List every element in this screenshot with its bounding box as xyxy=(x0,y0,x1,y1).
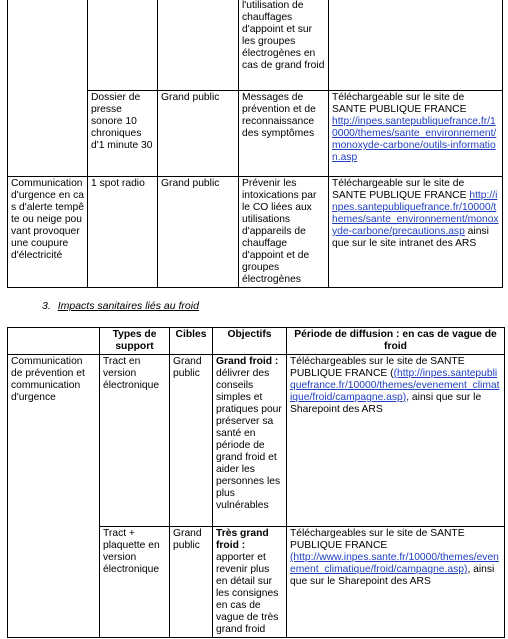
diffusion-suffix: ainsi que sur le site intranet des ARS xyxy=(332,226,489,249)
sante-publique-link[interactable]: (http://inpes.santepubliquefrance.fr/10000/themes/evenement_climatique/froid/campagne.asp) xyxy=(290,368,500,403)
table-cell-objective: l'utilisation de chauffages d'appoint et sur les groupes électrogènes en cas de grand froid xyxy=(239,0,329,91)
diffusion-suffix: , ainsi que sur le Sharepoint des ARS xyxy=(290,564,495,587)
column-header: Types de support xyxy=(100,328,170,355)
section-heading xyxy=(42,300,199,313)
table-cell-target: Grand public xyxy=(158,177,239,288)
table-cell-diffusion xyxy=(287,527,505,638)
table-cell-diffusion xyxy=(329,0,503,91)
table-cell-support: Tract en version électronique xyxy=(100,355,170,527)
table-header-row xyxy=(8,328,505,355)
table-cell-target xyxy=(158,0,239,91)
objective-label: Grand froid : xyxy=(216,356,279,367)
table-cell-target: Grand public xyxy=(158,91,239,177)
communication-table-cold xyxy=(7,327,505,638)
table-cell-diffusion xyxy=(329,91,503,177)
table-cell-support: 1 spot radio xyxy=(88,177,158,288)
table-cell-action: Communication d'urgence en cas d'alerte tempête ou neige pouvant provoquer une coupure d'électricité xyxy=(8,177,88,288)
table-cell-support: Dossier de presse sonore 10 chroniques d'1 minute 30 xyxy=(88,91,158,177)
diffusion-text: Téléchargeables sur le site de SANTE PUBLIQUE FRANCE xyxy=(290,528,465,551)
column-header xyxy=(8,328,100,355)
table-cell-support xyxy=(88,0,158,91)
diffusion-suffix: , ainsi que sur le Sharepoint des ARS xyxy=(290,392,482,415)
table-cell-diffusion xyxy=(329,177,503,288)
table-row xyxy=(8,0,503,91)
table-cell-objective xyxy=(213,355,287,527)
table-cell-objective: Prévenir les intoxications par le CO liées aux utilisations d'appareils de chauffage d'appoint et de groupes électrogènes xyxy=(239,177,329,288)
table-cell-diffusion xyxy=(287,355,505,527)
communication-table-co xyxy=(7,0,503,288)
table-cell-target: Grand public xyxy=(170,527,213,638)
diffusion-text: Téléchargeable sur le site de SANTE PUBLIQUE FRANCE xyxy=(332,92,467,115)
table-cell-action: Communication de prévention et communication d'urgence xyxy=(8,355,100,638)
table-row xyxy=(8,177,503,288)
table-cell-support: Tract + plaquette en version électronique xyxy=(100,527,170,638)
table-cell-objective: Messages de prévention et de reconnaissance des symptômes xyxy=(239,91,329,177)
sante-publique-link[interactable]: http://inpes.santepubliquefrance.fr/10000/themes/sante_environnement/monoxyde-carbone/outils-information.asp xyxy=(332,116,497,163)
column-header: Objectifs xyxy=(213,328,287,355)
table-cell-target: Grand public xyxy=(170,355,213,527)
section-title: Impacts sanitaires liés au froid xyxy=(57,300,199,312)
objective-label: Très grand froid : xyxy=(216,528,269,551)
table-cell-action xyxy=(8,0,88,177)
objective-text: délivrer des conseils simples et pratiques pour préserver sa santé en période de grand froid et aider les personnes les plus vulnérables xyxy=(216,368,282,511)
sante-publique-link[interactable]: http://inpes.santepubliquefrance.fr/10000/themes/sante_environnement/monoxyde-carbone/precautions.asp xyxy=(332,190,499,237)
diffusion-text: Téléchargeables sur le site de SANTE PUBLIQUE FRANCE ( xyxy=(290,356,465,379)
table-row xyxy=(8,355,505,527)
column-header: Période de diffusion : en cas de vague de froid xyxy=(287,328,505,355)
objective-text: apporter et revenir plus en détail sur les consignes en cas de vague de très grand froid xyxy=(216,552,279,635)
section-number: 3. xyxy=(42,300,51,312)
diffusion-text: Téléchargeable sur le site de SANTE PUBLIQUE FRANCE xyxy=(332,178,467,201)
column-header: Cibles xyxy=(170,328,213,355)
table-cell-objective xyxy=(213,527,287,638)
inpes-link[interactable]: (http://www.inpes.sante.fr/10000/themes/evenement_climatique/froid/campagne.asp) xyxy=(290,552,499,575)
